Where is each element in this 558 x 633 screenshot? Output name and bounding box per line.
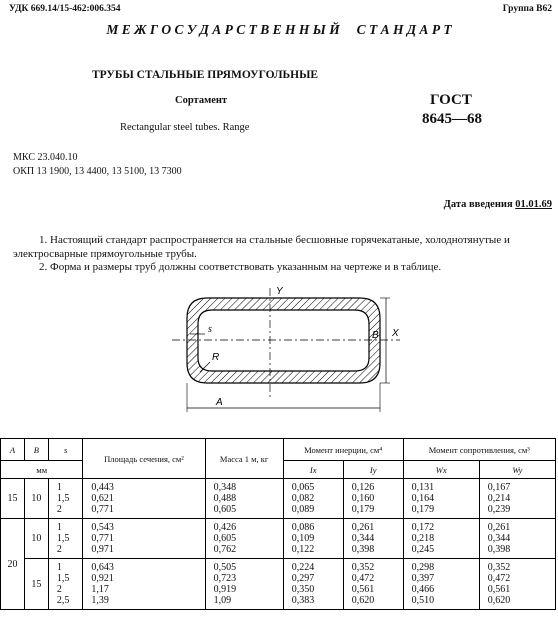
- cell-mass-value: 0,919: [213, 584, 237, 595]
- radius-label: R: [212, 352, 220, 363]
- cell-mass: [205, 519, 283, 559]
- cell-wx-value: 0,298: [411, 562, 435, 573]
- cell-wx-value: 0,245: [411, 544, 435, 555]
- cell-area-value: 0,771: [91, 504, 114, 515]
- okp-codes: ОКП 13 1900, 13 4400, 13 5100, 13 7300: [13, 166, 182, 177]
- col-ix-header: Ix: [283, 461, 343, 479]
- cell-wy-value: 0,214: [487, 493, 511, 504]
- cell-area-value: 0,971: [91, 544, 114, 555]
- cell-area-value: 0,621: [91, 493, 114, 504]
- cell-b: 10: [24, 479, 48, 519]
- cell-mass-value: 0,762: [213, 544, 237, 555]
- cell-wy-value: 0,472: [487, 573, 511, 584]
- cell-ix-value: 0,297: [291, 573, 315, 584]
- document-subtitle: Сортамент: [175, 95, 228, 106]
- cell-wx-value: 0,131: [411, 482, 435, 493]
- col-mass-header: Масса 1 м, кг: [205, 439, 283, 479]
- cell-s-value: 1,5: [56, 573, 70, 584]
- cell-s-value: 2: [56, 504, 62, 515]
- cell-wx: [403, 479, 479, 519]
- cell-wy-value: 0,561: [487, 584, 511, 595]
- cell-wy: [479, 519, 555, 559]
- cell-ix-value: 0,065: [291, 482, 315, 493]
- cell-wx-value: 0,179: [411, 504, 435, 515]
- cell-ix-value: 0,109: [291, 533, 315, 544]
- cell-s-value: 1: [56, 562, 62, 573]
- cell-s: [48, 479, 83, 519]
- cell-mass-value: 0,505: [213, 562, 237, 573]
- cell-wy-value: 0,344: [487, 533, 511, 544]
- cell-iy-value: 0,261: [351, 522, 375, 533]
- cell-ix: [283, 559, 343, 610]
- cell-area-value: 0,921: [91, 573, 114, 584]
- cell-wy-value: 0,398: [487, 544, 511, 555]
- cell-mass-value: 0,723: [213, 573, 237, 584]
- cell-ix: [283, 479, 343, 519]
- cell-iy-value: 0,398: [351, 544, 375, 555]
- cell-wy: [479, 559, 555, 610]
- units-mm-header: мм: [1, 461, 83, 479]
- cell-s-value: 1: [56, 522, 62, 533]
- cell-iy: [343, 479, 403, 519]
- cell-ix-value: 0,122: [291, 544, 315, 555]
- cell-mass-value: 0,488: [213, 493, 237, 504]
- cell-mass-value: 0,426: [213, 522, 237, 533]
- width-a-label: A: [216, 397, 223, 408]
- cell-ix-value: 0,082: [291, 493, 315, 504]
- cell-iy-value: 0,561: [351, 584, 375, 595]
- cell-ix-value: 0,089: [291, 504, 315, 515]
- cell-iy-value: 0,179: [351, 504, 375, 515]
- table-body: [1, 479, 556, 610]
- col-a-header: A: [1, 439, 25, 461]
- cell-wx-value: 0,218: [411, 533, 435, 544]
- cell-wx-value: 0,164: [411, 493, 435, 504]
- paragraph-2: 2. Форма и размеры труб должны соответствовать указанным на чертеже и в таблице.: [39, 261, 442, 273]
- cell-ix-value: 0,383: [291, 595, 315, 606]
- cell-area-value: 0,443: [91, 482, 114, 493]
- cell-wx-value: 0,172: [411, 522, 435, 533]
- cell-iy-value: 0,160: [351, 493, 375, 504]
- udk-code: УДК 669.14/15-462:006.354: [9, 4, 121, 14]
- y-axis-label: Y: [276, 286, 283, 297]
- cell-iy: [343, 519, 403, 559]
- wall-thickness-label: s: [208, 324, 212, 335]
- cell-wx-value: 0,466: [411, 584, 435, 595]
- x-axis-label: X: [392, 328, 399, 339]
- cell-area: [83, 479, 205, 519]
- table-row: [1, 479, 556, 519]
- cell-mass-value: 0,348: [213, 482, 237, 493]
- cell-s-value: 2,5: [56, 595, 70, 606]
- paragraph-1: 1. Настоящий стандарт распространяется на стальные бесшовные горячекатаные, холоднотянутые и электросварные прямоугольные трубы.: [13, 234, 510, 260]
- cell-ix-value: 0,086: [291, 522, 315, 533]
- tube-cross-section-drawing: [160, 278, 420, 418]
- cell-a: 15: [1, 479, 25, 519]
- standard-banner: М Е Ж Г О С У Д А Р С Т В Е Н Н Ы Й С Т А Н Д А Р Т: [106, 22, 452, 37]
- cell-wy-value: 0,261: [487, 522, 511, 533]
- gost-number: 8645—68: [422, 111, 482, 127]
- cell-area-value: 0,543: [91, 522, 114, 533]
- cell-iy-value: 0,126: [351, 482, 375, 493]
- cell-s: [48, 519, 83, 559]
- document-title: ТРУБЫ СТАЛЬНЫЕ ПРЯМОУГОЛЬНЫЕ: [92, 69, 319, 81]
- cell-a: 20: [1, 519, 25, 610]
- range-table: [0, 438, 556, 610]
- cell-mass-value: 1,09: [213, 595, 232, 606]
- cell-mass: [205, 559, 283, 610]
- cell-iy-value: 0,352: [351, 562, 375, 573]
- tube-wall: [187, 298, 380, 383]
- cell-b: 10: [24, 519, 48, 559]
- col-s-header: s: [48, 439, 83, 461]
- table-row: [1, 519, 556, 559]
- cell-wy-value: 0,239: [487, 504, 511, 515]
- col-wx-header: Wx: [403, 461, 479, 479]
- cell-wy-value: 0,620: [487, 595, 511, 606]
- cell-area-value: 1,39: [91, 595, 109, 606]
- cell-s-value: 2: [56, 544, 62, 555]
- cell-wx: [403, 559, 479, 610]
- mks-code: МКС 23.040.10: [13, 152, 78, 163]
- cell-wx-value: 0,397: [411, 573, 435, 584]
- cell-mass: [205, 479, 283, 519]
- col-area-header: Площадь сечения, см²: [83, 439, 205, 479]
- cell-area-value: 1,17: [91, 584, 109, 595]
- cell-ix: [283, 519, 343, 559]
- cell-iy-value: 0,472: [351, 573, 375, 584]
- height-b-label: B: [372, 330, 379, 341]
- col-inertia-header: Момент инерции, см⁴: [283, 439, 403, 461]
- cell-s-value: 1,5: [56, 493, 70, 504]
- cell-mass-value: 0,605: [213, 504, 237, 515]
- effective-date-value: 01.01.69: [515, 199, 552, 210]
- col-b-header: B: [24, 439, 48, 461]
- cell-wy: [479, 479, 555, 519]
- cell-area-value: 0,643: [91, 562, 114, 573]
- english-title: Rectangular steel tubes. Range: [120, 122, 250, 133]
- col-resistance-header: Момент сопротивления, см³: [403, 439, 555, 461]
- effective-date-label: Дата введения: [443, 199, 513, 210]
- effective-date: [444, 199, 552, 210]
- cell-s-value: 2: [56, 584, 62, 595]
- cell-s: [48, 559, 83, 610]
- cell-wy-value: 0,167: [487, 482, 511, 493]
- cell-area: [83, 519, 205, 559]
- cell-ix-value: 0,224: [291, 562, 315, 573]
- col-wy-header: Wy: [479, 461, 555, 479]
- cell-wx-value: 0,510: [411, 595, 435, 606]
- cell-area-value: 0,771: [91, 533, 114, 544]
- group-code: Группа В62: [502, 4, 552, 14]
- cell-ix-value: 0,350: [291, 584, 315, 595]
- cell-iy: [343, 559, 403, 610]
- cell-mass-value: 0,605: [213, 533, 237, 544]
- cell-iy-value: 0,344: [351, 533, 375, 544]
- cell-area: [83, 559, 205, 610]
- cell-s-value: 1: [56, 482, 62, 493]
- cell-wx: [403, 519, 479, 559]
- col-iy-header: Iy: [343, 461, 403, 479]
- cell-b: 15: [24, 559, 48, 610]
- table-row: [1, 559, 556, 610]
- cell-s-value: 1,5: [56, 533, 70, 544]
- cell-iy-value: 0,620: [351, 595, 375, 606]
- cell-wy-value: 0,352: [487, 562, 511, 573]
- gost-label: ГОСТ: [430, 92, 472, 108]
